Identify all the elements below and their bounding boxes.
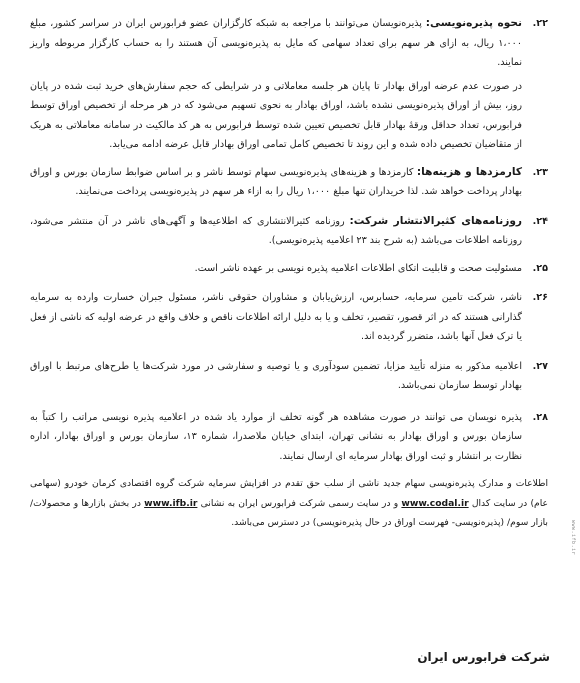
clause-number: ۲۳. (532, 166, 548, 178)
clause-22-paragraph: در صورت عدم عرضه اوراق بهادار تا پایان هر جلسه معاملاتی و در شرایطی که حجم سفارش‌های خرید ثبت شده در پایان روز، بیش از اوراق پذیره‌نویسی نشده باشد، اوراق بهادار به نحوی تسهیم می‌شود که در هر مرحله از تخصیص اوراق توسط فرابورس، تعداد حداقل ورقهٔ بهادار قابل تخصیص تعیین شده توسط فرابورس به هر کد مالکیت در سامانه معاملاتی به هریک از متقاضیان تخصیص داده شده و این روند تا تخصیص کامل تمامی اوراق بهادار قابل عرضه ادامه می‌یابد. (30, 80, 522, 150)
clause-number: ۲۲. (532, 18, 548, 29)
clause-text: ناشر، شرکت تامین سرمایه، حسابرس، ارزش‌یابان و مشاوران حقوقی ناشر، مسئول جبران خسارت وارده به سرمایه گذارانی هستند که در اثر قصور، تقصیر، تخلف و یا به دلیل ارائه اطلاعات ناقص و خلاف واقع در عرضه اولیه که ناشی از فعل یا ترک فعل آنها باشد، متضرر گردیده اند. (30, 292, 522, 342)
clause-23 (30, 163, 548, 202)
clause-26 (30, 288, 548, 347)
clause-number: ۲۴. (532, 215, 548, 227)
codal-link[interactable]: www.codal.ir (401, 497, 469, 509)
clause-text: مسئولیت صحت و قابلیت اتکای اطلاعات اعلامیه پذیره نویسی بر عهده ناشر است. (194, 262, 522, 274)
clause-text: اعلامیه مذکور به منزله تأیید مزایا، تضمین سودآوری و یا توصیه و سفارشی در مورد شرکت‌ها یا طرح‌های مرتبط با اوراق بهادار توسط سازمان نمی‌باشد. (30, 360, 522, 391)
footnote-text-2: و در سایت رسمی شرکت فرابورس ایران به نشانی (197, 497, 402, 509)
clause-text: پذیره‌نویسان می‌توانند با مراجعه به شبکه کارگزاران عضو فرابورس ایران در سراسر کشور، مبلغ ۱،۰۰۰ ریال، به ازای هر سهم برای تعداد سهامی که مایل به پذیره‌نویسی آن هستند را به حساب کارگزار مربوطه واریز نمایند. (30, 18, 522, 68)
clause-27 (30, 357, 548, 396)
clause-text: کارمزدها و هزینه‌های پذیره‌نویسی سهام توسط ناشر و بر اساس ضوابط سازمان بورس و اوراق بهادار پرداخت خواهد شد. لذا خریداران تنها مبلغ ۱،۰۰۰ ریال را به ازاء هر سهم در پذیره‌نویسی پرداخت می‌نمایند. (30, 166, 522, 197)
clause-number: ۲۶. (532, 292, 548, 303)
clause-title: روزنامه‌های کثیرالانتشار شرکت: (349, 214, 523, 227)
clause-title: کارمزدها و هزینه‌ها: (416, 165, 522, 178)
document-body (30, 14, 548, 533)
footnote-text-1: اطلاعات و مدارک پذیره‌نویسی سهام جدید ناشی از سلب حق تقدم در افزایش سرمایه شرکت گروه اقتصادی کرمان خودرو (سهامی عام) در سایت کدال (30, 478, 549, 509)
clause-text: روزنامه کثیرالانتشاری که اطلاعیه‌ها و آگهی‌های ناشر در آن منتشر می‌شود، روزنامه اطلاعات می‌باشد (به شرح بند ۲۳ اعلامیه پذیره‌نویسی). (30, 215, 522, 246)
clause-text: پذیره نویسان می توانند در صورت مشاهده هر گونه تخلف از موارد یاد شده در اعلامیه پذیره نویسی مراتب را کتباً به سازمان بورس و اوراق بهادار به نشانی تهران، ابتدای خیابان ملاصدرا، شماره ۱۳، سازمان بورس و اوراق بهادار، اداره نظارت بر انتشار و ثبت اوراق بهادار سرمایه ای ارسال نمایند. (30, 411, 522, 462)
clause-number: ۲۸. (532, 411, 548, 423)
ifb-link[interactable]: www.ifb.ir (144, 497, 198, 509)
side-url-strip (568, 520, 576, 640)
clause-number: ۲۷. (532, 360, 548, 372)
footnote (30, 474, 548, 533)
footnote-text-3: در بخش بازارها و محصولات/ بازار سوم/ (پذیره‌نویسی- فهرست اوراق در حال پذیره‌نویسی) در دسترس می‌باشد. (30, 497, 548, 528)
clause-number: ۲۵. (532, 262, 548, 274)
clause-24 (30, 212, 548, 251)
company-signature: شرکت فرابورس ایران (417, 650, 550, 664)
clause-25 (30, 259, 548, 279)
clause-28 (30, 408, 548, 467)
clause-22 (30, 14, 548, 73)
clause-title: نحوه پذیره‌نویسی: (425, 17, 522, 29)
side-url: www.ifb.ir (570, 520, 576, 556)
